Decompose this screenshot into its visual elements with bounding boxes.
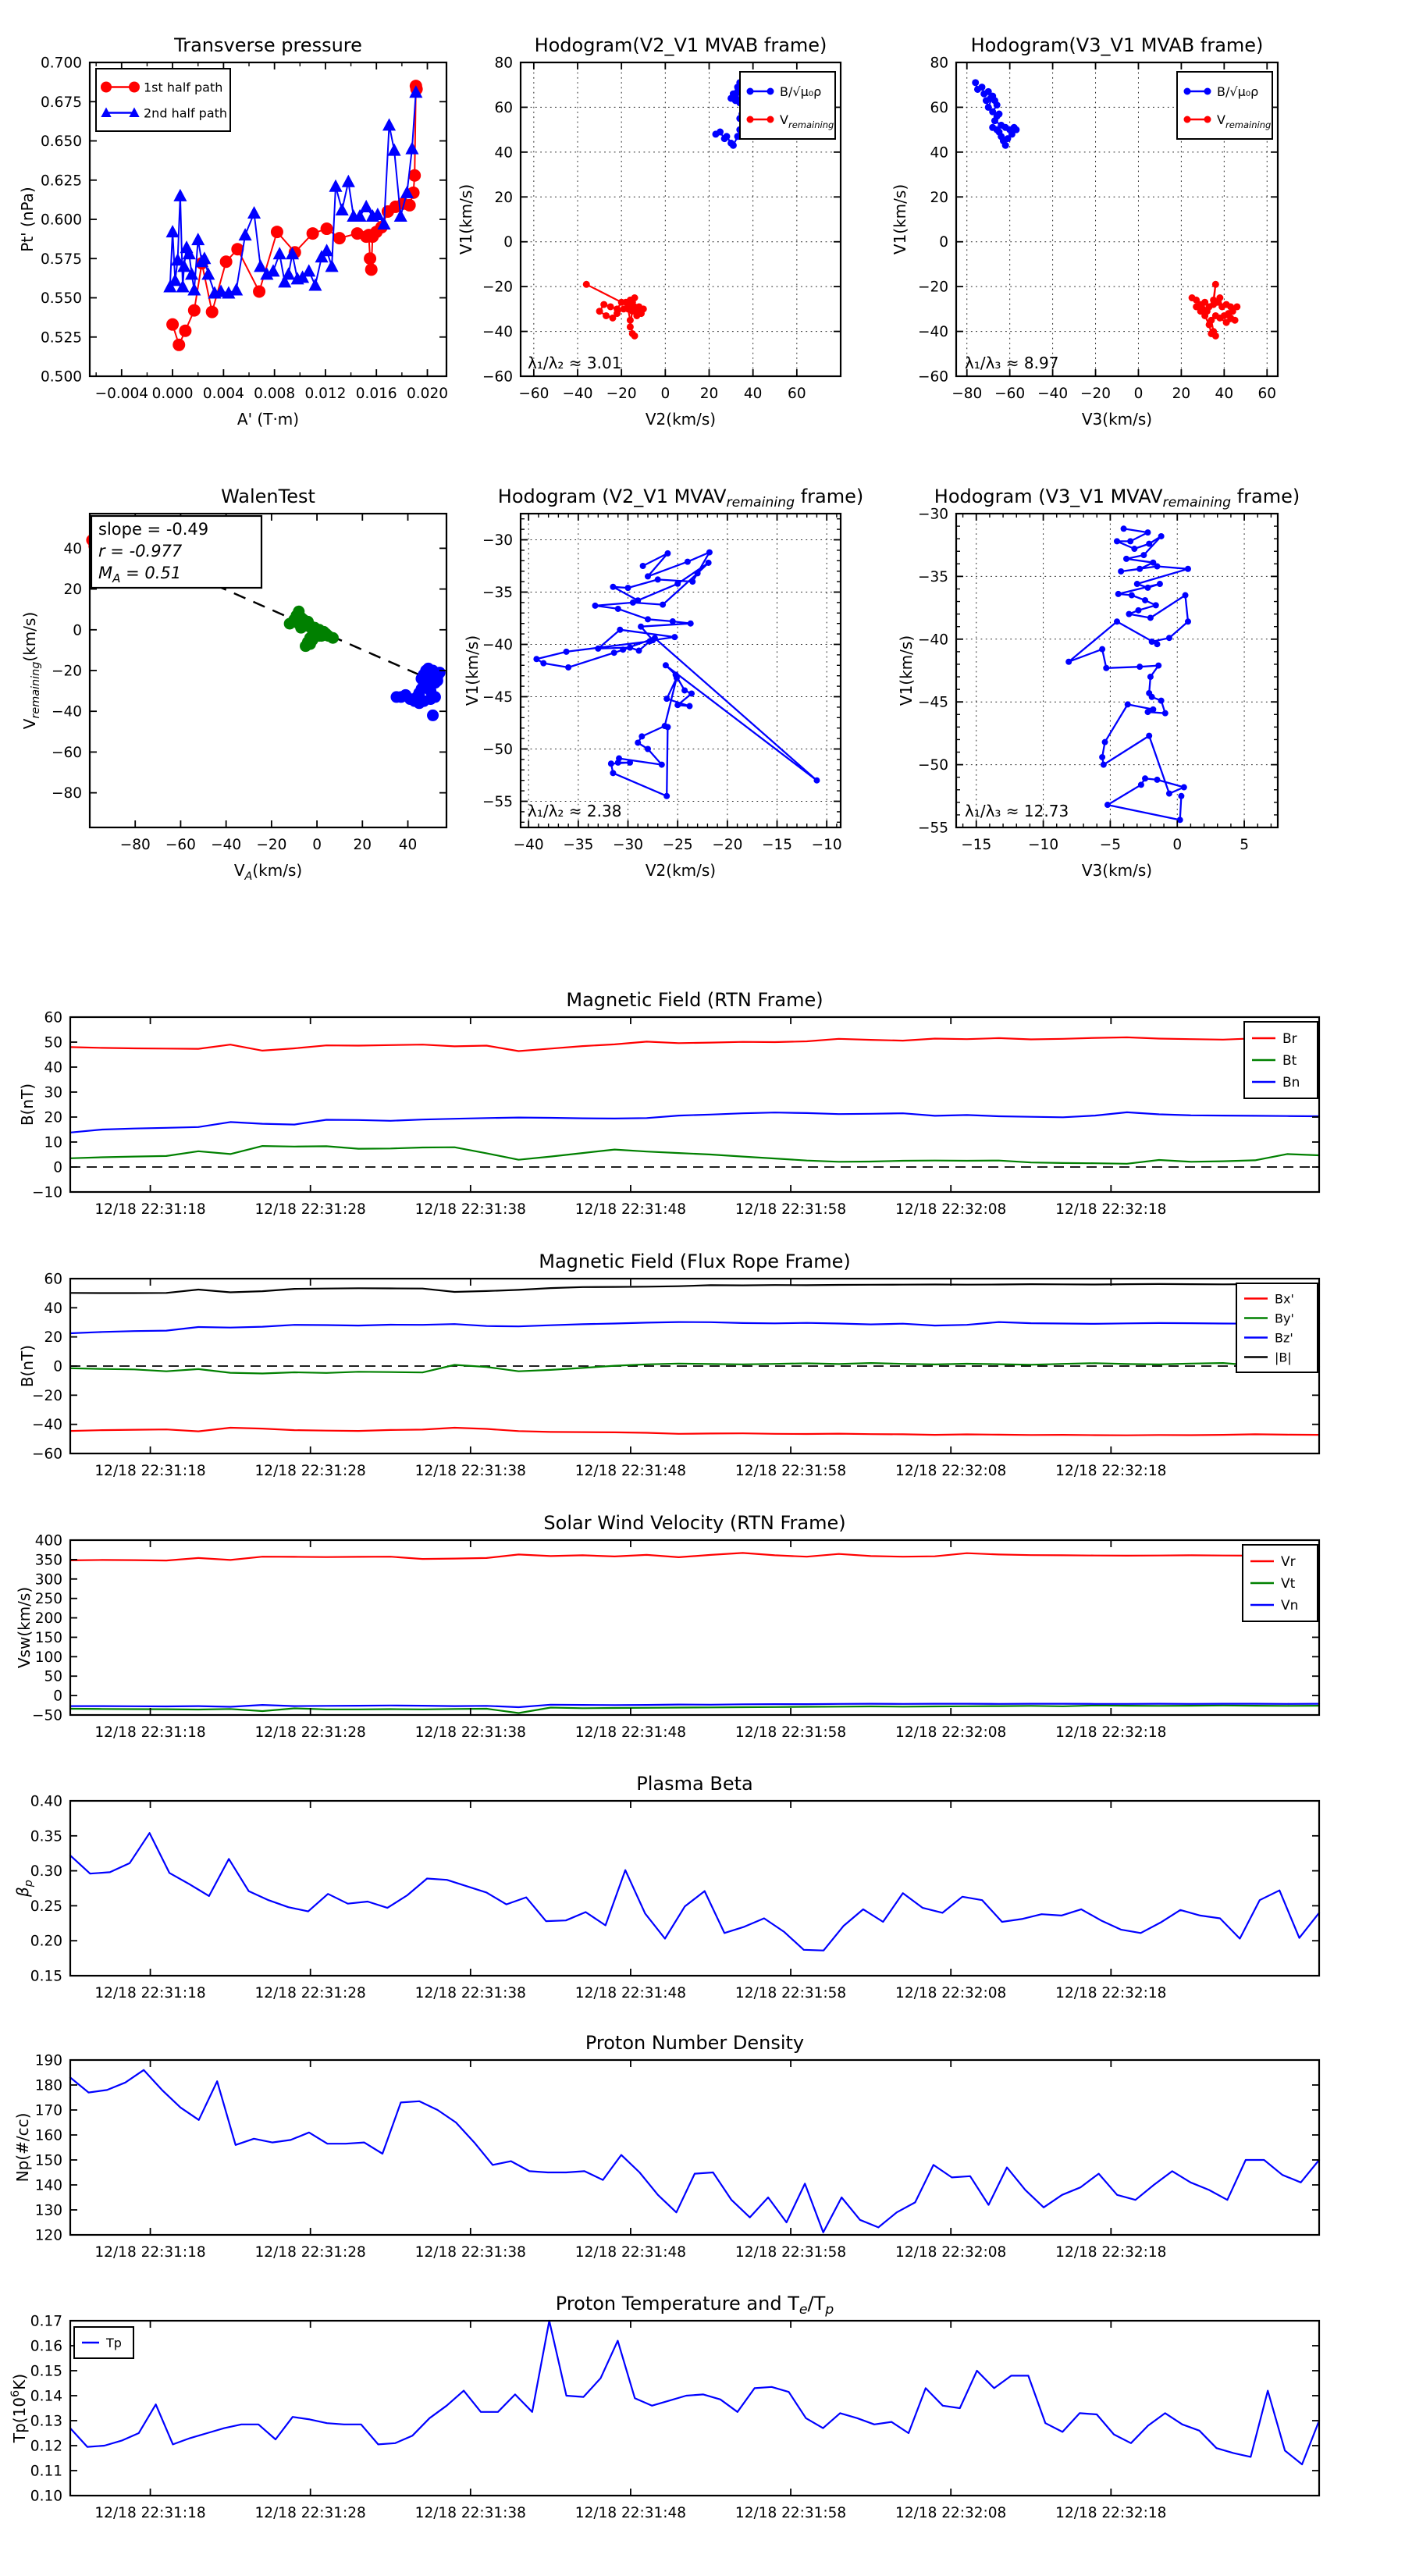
x-tick-label: 12/18 22:31:28 — [254, 1724, 366, 1741]
y-tick-label: 20 — [44, 1329, 62, 1347]
series-v-path — [533, 550, 820, 799]
series-bn — [70, 1112, 1319, 1133]
y-tick-label: 60 — [930, 99, 948, 116]
y-axis-label: $Tp(10^6K)$ — [9, 2373, 29, 2443]
x-tick-label: −20 — [712, 837, 743, 853]
ticks — [30, 2314, 1319, 2522]
ticks — [32, 1272, 1319, 1480]
x-tick-label: 12/18 22:31:38 — [414, 1463, 526, 1479]
y-tick-label: 0.30 — [30, 1863, 62, 1880]
y-tick-label: 60 — [44, 1009, 62, 1026]
y-tick-label: 40 — [930, 144, 948, 162]
legend-label: 2nd half path — [144, 105, 228, 121]
y-axis-label: B(nT) — [18, 1083, 37, 1126]
legend-label: Bn — [1282, 1075, 1300, 1091]
series-beta-p — [70, 1833, 1319, 1951]
x-tick-label: −20 — [256, 837, 287, 853]
x-tick-label: 12/18 22:31:38 — [414, 1201, 526, 1218]
legend-label: Br — [1282, 1031, 1297, 1047]
y-tick-label: 80 — [930, 55, 948, 72]
y-axis-label: Pt' (nPa) — [18, 187, 37, 252]
x-tick-label: 12/18 22:32:08 — [895, 2244, 1007, 2261]
x-tick-label: −0.004 — [94, 386, 149, 402]
x-axis-label: V3(km/s) — [1081, 861, 1153, 880]
panel-title: Transverse pressure — [174, 34, 362, 56]
x-tick-label: −10 — [811, 837, 842, 853]
panel-title: Hodogram(V2_V1 MVAB frame) — [534, 34, 827, 56]
y-tick-label: 0.12 — [30, 2438, 62, 2455]
x-tick-label: −40 — [513, 837, 544, 853]
y-tick-label: −60 — [51, 744, 82, 761]
legend — [1177, 72, 1272, 139]
y-tick-label: −55 — [917, 820, 948, 837]
x-tick-label: 12/18 22:31:58 — [735, 2244, 847, 2261]
series-v-remaining- — [583, 281, 647, 340]
y-axis-label: Np(#/cc) — [13, 2112, 32, 2183]
x-tick-label: 12/18 22:31:28 — [254, 1201, 366, 1218]
x-tick-label: 0.008 — [254, 386, 296, 402]
y-axis-label: V1(km/s) — [891, 183, 909, 255]
legend-label: Vn — [1281, 1598, 1299, 1614]
y-tick-label: 170 — [34, 2102, 62, 2119]
y-tick-label: 40 — [494, 144, 513, 162]
annotation: λ₁/λ₃ ≈ 8.97 — [965, 354, 1059, 372]
y-tick-label: 0.13 — [30, 2413, 62, 2430]
y-tick-label: 0.14 — [30, 2388, 62, 2405]
legend — [74, 2327, 133, 2358]
panel-title: WalenTest — [221, 486, 315, 507]
panel-title: Hodogram (V3_V1 $MVAV_{remaining}$ frame) — [934, 486, 1300, 511]
series-bx- — [70, 1428, 1319, 1436]
ticks — [35, 2053, 1319, 2261]
legend — [1243, 1545, 1318, 1621]
y-tick-label: 0.650 — [41, 133, 82, 150]
x-tick-label: 0.012 — [304, 386, 347, 402]
y-tick-label: −35 — [917, 568, 948, 585]
x-tick-label: 12/18 22:32:08 — [895, 2505, 1007, 2521]
panel-title: Solar Wind Velocity (RTN Frame) — [543, 1512, 846, 1534]
y-tick-label: 0.10 — [30, 2488, 62, 2505]
annotation-line: $M_A = 0.51$ — [98, 564, 182, 585]
panel-hodogram-v2v1-mvav — [463, 486, 863, 880]
y-tick-label: 0.625 — [41, 173, 82, 190]
legend — [1244, 1022, 1318, 1098]
y-tick-label: −20 — [482, 279, 513, 296]
axes-frame — [70, 2321, 1319, 2496]
x-tick-label: −10 — [1028, 837, 1059, 853]
y-tick-label: 250 — [34, 1591, 62, 1608]
panel-title: Magnetic Field (Flux Rope Frame) — [539, 1251, 851, 1272]
panel-title: Proton Temperature and $T_e/T_p$ — [555, 2293, 834, 2318]
x-tick-label: 5 — [1240, 837, 1249, 853]
legend-label: Bt — [1282, 1053, 1297, 1069]
x-tick-label: 12/18 22:31:48 — [574, 2505, 687, 2521]
legend-label: 1st half path — [144, 80, 223, 95]
x-tick-label: 12/18 22:31:38 — [414, 1985, 526, 2001]
x-tick-label: 12/18 22:31:58 — [735, 1724, 847, 1741]
panel-proton-temperature — [9, 2293, 1319, 2521]
panel-hodogram-v3v1-mvav — [897, 486, 1300, 880]
x-tick-label: 0.004 — [202, 386, 244, 402]
y-tick-label: 50 — [44, 1034, 62, 1051]
x-tick-label: 0.016 — [355, 386, 397, 402]
x-tick-label: −15 — [961, 837, 992, 853]
annotation-line: r = -0.977 — [98, 542, 183, 560]
series-last-interval — [390, 663, 445, 721]
series-vr — [70, 1553, 1319, 1560]
y-tick-label: 0.600 — [41, 212, 82, 229]
x-tick-label: −25 — [662, 837, 693, 853]
legend-label: Tp — [106, 2336, 122, 2350]
y-tick-label: −45 — [482, 689, 513, 706]
x-tick-label: −40 — [1037, 386, 1069, 402]
legend-label: B/√μ₀ρ — [1217, 84, 1259, 99]
x-tick-label: −40 — [211, 837, 242, 853]
y-tick-label: 0.16 — [30, 2338, 62, 2355]
y-tick-label: 20 — [63, 582, 82, 599]
y-tick-label: 0.675 — [41, 94, 82, 111]
x-tick-label: −60 — [994, 386, 1026, 402]
y-tick-label: −30 — [917, 506, 948, 523]
x-tick-label: 0.000 — [151, 386, 194, 402]
x-tick-label: 12/18 22:31:58 — [735, 2505, 847, 2521]
x-tick-label: 12/18 22:31:18 — [94, 1201, 206, 1218]
y-tick-label: −10 — [31, 1184, 62, 1201]
panel-transverse-pressure — [18, 34, 448, 429]
x-tick-label: 40 — [1215, 386, 1234, 402]
y-tick-label: −20 — [51, 663, 82, 680]
x-tick-label: −30 — [612, 837, 644, 853]
annotation: λ₁/λ₂ ≈ 3.01 — [528, 354, 622, 372]
y-tick-label: −20 — [917, 279, 948, 296]
x-tick-label: 20 — [353, 837, 372, 853]
panel-mag-rtn — [18, 989, 1319, 1218]
y-tick-label: 40 — [63, 540, 82, 557]
x-tick-label: 12/18 22:31:38 — [414, 1724, 526, 1741]
x-tick-label: −35 — [563, 837, 594, 853]
series-bt — [70, 1146, 1319, 1164]
x-tick-label: 12/18 22:32:18 — [1055, 2505, 1167, 2521]
series-by- — [70, 1363, 1319, 1373]
y-tick-label: −60 — [482, 368, 513, 386]
annotation-line: slope = -0.49 — [98, 520, 209, 539]
x-tick-label: 12/18 22:31:58 — [735, 1201, 847, 1218]
y-tick-label: 0.525 — [41, 329, 82, 347]
ticks — [32, 1010, 1319, 1219]
x-tick-label: 12/18 22:32:18 — [1055, 2244, 1167, 2261]
y-tick-label: 80 — [494, 55, 513, 72]
legend-label: Bx' — [1275, 1291, 1294, 1307]
series-bz- — [70, 1322, 1319, 1333]
legend-label: Bz' — [1275, 1330, 1293, 1346]
x-tick-label: −20 — [1080, 386, 1112, 402]
x-tick-label: 0 — [1172, 837, 1183, 853]
x-tick-label: −15 — [761, 837, 793, 853]
x-tick-label: −60 — [165, 837, 196, 853]
x-axis-label: V2(km/s) — [645, 861, 717, 880]
panel-plasma-beta — [13, 1773, 1319, 2001]
y-axis-label: V1(km/s) — [897, 635, 916, 706]
y-tick-label: 20 — [930, 189, 948, 206]
x-tick-label: 0 — [312, 837, 322, 853]
x-axis-label: A' (T·m) — [237, 410, 300, 429]
x-tick-label: 0 — [660, 386, 670, 402]
legend-label: $V_{remaining}$ — [780, 112, 834, 130]
y-tick-label: −40 — [482, 637, 513, 653]
x-axis-label: V2(km/s) — [645, 410, 717, 429]
x-axis-label: V3(km/s) — [1081, 410, 1153, 429]
y-tick-label: 160 — [34, 2127, 62, 2144]
series-b- — [972, 79, 1019, 148]
y-tick-label: 20 — [44, 1109, 62, 1126]
x-tick-label: 12/18 22:31:58 — [735, 1985, 847, 2001]
y-tick-label: 140 — [34, 2177, 62, 2194]
grid — [956, 514, 1278, 827]
series-vt — [70, 1706, 1319, 1713]
x-tick-label: 12/18 22:31:48 — [574, 1985, 687, 2001]
y-tick-label: 0.20 — [30, 1933, 62, 1950]
series--b- — [70, 1284, 1319, 1293]
y-tick-label: −40 — [917, 324, 948, 341]
series-middle-interval — [284, 606, 339, 652]
axes-frame — [70, 2060, 1319, 2235]
y-tick-label: 0 — [53, 1358, 62, 1375]
y-axis-label: $V_{remaining}(km/s)$ — [20, 611, 42, 730]
y-tick-label: 0.40 — [30, 1793, 62, 1810]
y-tick-label: 0.15 — [30, 1968, 62, 1985]
panel-walen-test — [20, 486, 446, 883]
y-tick-label: 200 — [34, 1610, 62, 1628]
x-tick-label: 12/18 22:31:28 — [254, 2244, 366, 2261]
y-tick-label: 0.25 — [30, 1898, 62, 1915]
y-tick-label: 400 — [34, 1532, 62, 1550]
annotation-box — [91, 516, 261, 588]
series-br — [70, 1037, 1319, 1051]
y-tick-label: −40 — [917, 632, 948, 649]
x-tick-label: 12/18 22:32:18 — [1055, 1985, 1167, 2001]
y-tick-label: 50 — [44, 1668, 62, 1685]
x-tick-label: 12/18 22:31:28 — [254, 1463, 366, 1479]
y-tick-label: 0 — [53, 1688, 62, 1705]
x-tick-label: 12/18 22:31:38 — [414, 2244, 526, 2261]
x-tick-label: 12/18 22:31:28 — [254, 2505, 366, 2521]
panel-title: Proton Number Density — [585, 2032, 805, 2054]
legend-label: B/√μ₀ρ — [780, 84, 822, 99]
x-tick-label: 12/18 22:32:18 — [1055, 1201, 1167, 1218]
y-tick-label: −45 — [917, 694, 948, 711]
y-tick-label: 350 — [34, 1552, 62, 1569]
y-tick-label: −50 — [482, 742, 513, 758]
annotation: λ₁/λ₂ ≈ 2.38 — [528, 802, 622, 820]
y-axis-label: V1(km/s) — [463, 635, 482, 706]
legend — [740, 72, 835, 139]
series-v-remaining- — [1189, 281, 1241, 340]
axes-frame — [70, 1801, 1319, 1976]
panel-hodogram-v3v1-mvab — [891, 34, 1278, 429]
y-tick-label: −60 — [31, 1446, 62, 1463]
y-tick-label: −50 — [31, 1707, 62, 1724]
y-axis-label: Vsw(km/s) — [15, 1586, 34, 1669]
x-tick-label: 12/18 22:32:08 — [895, 1985, 1007, 2001]
y-tick-label: 130 — [34, 2202, 62, 2219]
x-tick-label: 20 — [1172, 386, 1191, 402]
y-tick-label: −40 — [51, 703, 82, 720]
y-axis-label: $\beta_p$ — [13, 1880, 35, 1897]
y-tick-label: 0.575 — [41, 251, 82, 268]
y-tick-label: 0 — [53, 1159, 62, 1176]
x-tick-label: 12/18 22:32:18 — [1055, 1463, 1167, 1479]
x-tick-label: −40 — [562, 386, 593, 402]
y-tick-label: 0.11 — [30, 2463, 62, 2480]
x-tick-label: 12/18 22:32:08 — [895, 1201, 1007, 1218]
y-tick-label: 120 — [34, 2227, 62, 2244]
x-tick-label: 12/18 22:32:08 — [895, 1463, 1007, 1479]
x-tick-label: 12/18 22:32:08 — [895, 1724, 1007, 1741]
legend-label: |B| — [1275, 1350, 1292, 1365]
y-tick-label: 40 — [44, 1059, 62, 1076]
y-tick-label: 60 — [494, 99, 513, 116]
x-tick-label: 12/18 22:31:18 — [94, 1463, 206, 1479]
ticks — [30, 1794, 1319, 2002]
y-tick-label: 60 — [44, 1271, 62, 1288]
y-tick-label: 30 — [44, 1084, 62, 1101]
x-tick-label: 12/18 22:31:18 — [94, 1985, 206, 2001]
x-tick-label: −80 — [119, 837, 151, 853]
x-tick-label: −5 — [1099, 837, 1122, 853]
axes-frame — [70, 1540, 1319, 1715]
panel-title: Hodogram(V3_V1 MVAB frame) — [970, 34, 1264, 56]
annotation: λ₁/λ₃ ≈ 12.73 — [965, 802, 1069, 820]
x-tick-label: −20 — [606, 386, 637, 402]
y-tick-label: 300 — [34, 1571, 62, 1589]
x-tick-label: 60 — [1257, 386, 1277, 402]
x-tick-label: 12/18 22:31:48 — [574, 2244, 687, 2261]
y-tick-label: 180 — [34, 2077, 62, 2094]
panel-hodogram-v2v1-mvab — [457, 34, 841, 429]
x-tick-label: 60 — [788, 386, 806, 402]
x-tick-label: 12/18 22:31:18 — [94, 2505, 206, 2521]
y-tick-label: 0.700 — [41, 55, 82, 72]
legend — [96, 69, 230, 131]
panel-mag-fluxrope — [18, 1251, 1319, 1479]
x-tick-label: 12/18 22:31:48 — [574, 1463, 687, 1479]
series-tp — [70, 2321, 1319, 2464]
legend-label: By' — [1275, 1311, 1294, 1326]
y-tick-label: 150 — [34, 1629, 62, 1646]
y-tick-label: −35 — [482, 585, 513, 601]
y-tick-label: 20 — [494, 189, 513, 206]
x-tick-label: 0.020 — [407, 386, 449, 402]
panel-title: Hodogram (V2_V1 $MVAV_{remaining}$ frame) — [497, 486, 864, 511]
y-tick-label: 10 — [44, 1134, 62, 1151]
y-tick-label: 0 — [73, 622, 82, 639]
y-tick-label: 100 — [34, 1649, 62, 1666]
x-tick-label: 40 — [743, 386, 763, 402]
x-tick-label: 0 — [1133, 386, 1144, 402]
x-tick-label: −60 — [518, 386, 550, 402]
x-tick-label: 12/18 22:31:48 — [574, 1724, 687, 1741]
x-tick-label: 40 — [398, 837, 418, 853]
x-tick-label: 12/18 22:31:48 — [574, 1201, 687, 1218]
axes-frame — [956, 514, 1278, 827]
y-tick-label: 190 — [34, 2052, 62, 2069]
y-tick-label: −40 — [482, 324, 513, 341]
panel-proton-number-density — [13, 2032, 1319, 2261]
grid — [521, 514, 841, 827]
x-tick-label: 12/18 22:31:18 — [94, 2244, 206, 2261]
series-v-path — [1065, 525, 1191, 823]
y-tick-label: 0 — [503, 234, 513, 251]
series-np — [70, 2070, 1319, 2233]
y-tick-label: 0.35 — [30, 1828, 62, 1845]
y-tick-label: 150 — [34, 2152, 62, 2169]
y-tick-label: −55 — [482, 794, 513, 810]
legend-label: Vr — [1281, 1554, 1296, 1570]
x-tick-label: 12/18 22:31:18 — [94, 1724, 206, 1741]
axes-frame — [521, 514, 841, 827]
y-tick-label: −50 — [917, 757, 948, 774]
y-tick-label: −40 — [31, 1417, 62, 1434]
y-axis-label: V1(km/s) — [457, 183, 475, 255]
panel-title: Magnetic Field (RTN Frame) — [566, 989, 823, 1011]
legend-label: Vt — [1281, 1576, 1296, 1592]
y-tick-label: 0.550 — [41, 290, 82, 307]
legend — [1236, 1283, 1318, 1372]
x-tick-label: 12/18 22:31:38 — [414, 2505, 526, 2521]
x-tick-label: 12/18 22:32:18 — [1055, 1724, 1167, 1741]
x-tick-label: 20 — [699, 386, 719, 402]
y-tick-label: 0.15 — [30, 2363, 62, 2380]
panel-solar-wind-velocity — [15, 1512, 1319, 1741]
y-tick-label: 40 — [44, 1300, 62, 1317]
x-tick-label: 12/18 22:31:58 — [735, 1463, 847, 1479]
y-tick-label: 0 — [939, 234, 948, 251]
x-tick-label: −80 — [951, 386, 983, 402]
panel-title: Plasma Beta — [636, 1773, 753, 1795]
y-tick-label: −60 — [917, 368, 948, 386]
y-tick-label: 0.500 — [41, 368, 82, 386]
y-tick-label: −80 — [51, 785, 82, 802]
legend-label: $V_{remaining}$ — [1217, 112, 1272, 130]
y-tick-label: −20 — [31, 1387, 62, 1404]
y-tick-label: 0.17 — [30, 2313, 62, 2330]
x-tick-label: 12/18 22:31:28 — [254, 1985, 366, 2001]
y-axis-label: B(nT) — [18, 1344, 37, 1388]
y-tick-label: −30 — [482, 532, 513, 549]
x-axis-label: $V_A(km/s)$ — [233, 861, 303, 883]
